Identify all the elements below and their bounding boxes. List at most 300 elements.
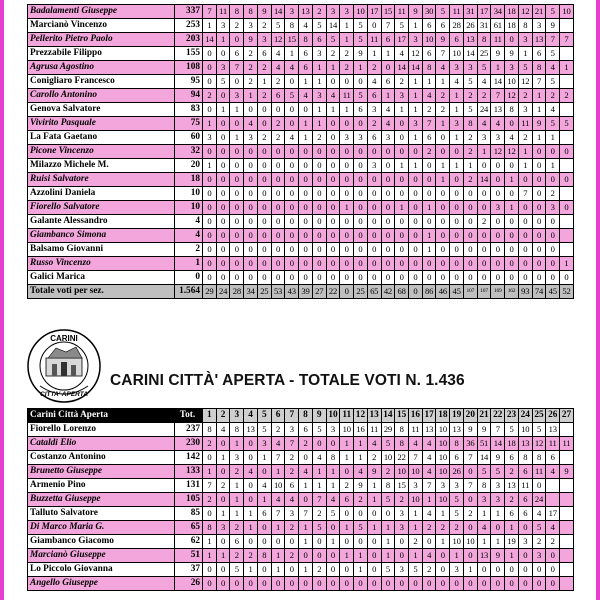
section-votes: 0 (271, 173, 285, 187)
section-votes: 9 (463, 423, 477, 437)
header-section-number: 15 (395, 409, 409, 423)
section-votes: 0 (244, 159, 258, 173)
section-votes: 0 (354, 201, 368, 215)
section-votes: 0 (271, 535, 285, 549)
section-votes: 3 (450, 563, 464, 577)
section-votes: 8 (230, 423, 244, 437)
section-votes (560, 535, 574, 549)
section-votes: 14 (491, 75, 505, 89)
table-row (28, 423, 574, 437)
section-votes: 6 (367, 89, 381, 103)
section-votes: 1 (299, 131, 313, 145)
section-votes: 1 (409, 521, 423, 535)
section-votes: 1 (354, 563, 368, 577)
section-votes: 18 (505, 5, 519, 19)
section-votes: 0 (326, 271, 340, 285)
section-votes: 0 (505, 159, 519, 173)
section-votes: 0 (340, 159, 354, 173)
header-section-number: 25 (532, 409, 546, 423)
section-votes: 7 (203, 479, 217, 493)
table-row (28, 19, 574, 33)
section-votes: 0 (257, 257, 271, 271)
section-votes: 0 (395, 215, 409, 229)
section-votes: 1 (477, 535, 491, 549)
section-votes: 0 (299, 451, 313, 465)
section-votes: 1 (422, 229, 436, 243)
section-votes: 4 (409, 437, 423, 451)
section-votes: 3 (436, 479, 450, 493)
section-votes: 15 (381, 5, 395, 19)
section-votes: 0 (203, 507, 217, 521)
section-votes: 0 (285, 187, 299, 201)
section-votes: 0 (546, 145, 560, 159)
totals-label: Totale voti per sez. (28, 285, 175, 299)
section-votes: 2 (271, 75, 285, 89)
section-votes: 2 (463, 89, 477, 103)
section-votes: 0 (395, 243, 409, 257)
section-votes: 0 (518, 257, 532, 271)
section-votes: 2 (518, 89, 532, 103)
section-votes: 4 (477, 521, 491, 535)
section-votes: 1 (257, 75, 271, 89)
section-votes: 0 (271, 159, 285, 173)
section-votes: 0 (244, 229, 258, 243)
section-votes: 5 (326, 507, 340, 521)
section-votes: 3 (340, 5, 354, 19)
section-votes: 0 (450, 271, 464, 285)
section-votes: 3 (450, 61, 464, 75)
section-votes: 1 (409, 89, 423, 103)
section-votes: 0 (560, 173, 574, 187)
section-votes: 5 (354, 33, 368, 47)
section-votes: 6 (450, 451, 464, 465)
section-votes: 0 (216, 271, 230, 285)
section-votes (560, 159, 574, 173)
section-votes: 0 (532, 577, 546, 591)
section-votes: 5 (285, 89, 299, 103)
section-votes: 2 (244, 47, 258, 61)
section-votes: 5 (546, 75, 560, 89)
table-row (28, 159, 574, 173)
section-votes: 0 (354, 173, 368, 187)
section-votes: 0 (463, 577, 477, 591)
section-votes: 9 (436, 33, 450, 47)
section-votes: 0 (367, 271, 381, 285)
section-votes: 0 (450, 201, 464, 215)
section-votes: 12 (491, 145, 505, 159)
section-total: 22 (326, 285, 340, 299)
section-votes: 7 (271, 451, 285, 465)
section-votes (546, 479, 560, 493)
section-votes: 0 (257, 117, 271, 131)
section-votes: 0 (436, 563, 450, 577)
section-votes: 0 (546, 229, 560, 243)
section-votes: 0 (312, 201, 326, 215)
section-votes: 0 (532, 159, 546, 173)
section-votes: 0 (285, 215, 299, 229)
section-votes: 0 (532, 145, 546, 159)
section-votes: 0 (326, 257, 340, 271)
section-votes: 0 (518, 577, 532, 591)
section-votes: 0 (271, 243, 285, 257)
section-votes: 3 (203, 131, 217, 145)
section-votes: 1 (326, 465, 340, 479)
section-votes: 0 (532, 243, 546, 257)
table-row (28, 257, 574, 271)
section-votes: 2 (463, 173, 477, 187)
section-votes: 3 (326, 5, 340, 19)
section-votes: 3 (230, 451, 244, 465)
header-section-number: 16 (409, 409, 423, 423)
section-votes: 1 (326, 61, 340, 75)
list2-votes-table (27, 408, 574, 591)
section-votes: 8 (477, 479, 491, 493)
section-votes: 8 (532, 451, 546, 465)
section-votes: 0 (491, 229, 505, 243)
section-votes: 0 (271, 103, 285, 117)
section-votes: 1 (354, 451, 368, 465)
section-votes: 0 (271, 201, 285, 215)
section-votes: 0 (436, 187, 450, 201)
section-votes: 0 (216, 159, 230, 173)
section-votes: 0 (354, 159, 368, 173)
section-votes: 8 (450, 437, 464, 451)
section-votes: 0 (230, 75, 244, 89)
section-votes: 0 (230, 173, 244, 187)
section-votes: 0 (381, 215, 395, 229)
section-votes: 0 (244, 479, 258, 493)
section-votes: 1 (216, 451, 230, 465)
section-votes: 5 (546, 117, 560, 131)
header-section-number: 6 (271, 409, 285, 423)
section-votes: 0 (285, 173, 299, 187)
section-votes: 4 (326, 89, 340, 103)
section-votes: 0 (505, 229, 519, 243)
table-row (28, 215, 574, 229)
section-votes: 0 (463, 243, 477, 257)
section-votes: 0 (381, 271, 395, 285)
section-votes: 0 (299, 243, 313, 257)
section-votes (560, 131, 574, 145)
section-votes: 0 (340, 215, 354, 229)
section-votes: 0 (271, 577, 285, 591)
grand-total: 1.564 (175, 285, 203, 299)
section-votes: 0 (326, 549, 340, 563)
section-votes: 2 (463, 145, 477, 159)
section-votes: 0 (285, 271, 299, 285)
section-votes: 17 (367, 5, 381, 19)
section-votes: 8 (381, 479, 395, 493)
candidate-name: Marcianò Vincenzo (28, 19, 175, 33)
section-votes: 9 (532, 117, 546, 131)
table-row (28, 563, 574, 577)
section-votes: 4 (285, 493, 299, 507)
section-votes: 2 (422, 521, 436, 535)
table-row (28, 271, 574, 285)
candidate-total: 4 (175, 229, 203, 243)
section-votes: 1 (354, 549, 368, 563)
section-votes: 1 (257, 493, 271, 507)
section-votes: 6 (381, 75, 395, 89)
section-votes: 1 (367, 521, 381, 535)
section-votes: 1 (436, 159, 450, 173)
section-votes: 0 (491, 577, 505, 591)
section-votes: 0 (244, 257, 258, 271)
section-votes: 0 (477, 229, 491, 243)
section-votes: 0 (257, 215, 271, 229)
section-votes: 1 (422, 75, 436, 89)
section-votes: 0 (203, 201, 217, 215)
header-section-number: 13 (367, 409, 381, 423)
section-votes: 0 (409, 173, 423, 187)
section-votes: 1 (546, 131, 560, 145)
section-votes: 8 (518, 19, 532, 33)
section-votes: 0 (450, 577, 464, 591)
section-votes: 0 (244, 577, 258, 591)
section-votes: 1 (203, 19, 217, 33)
section-votes: 6 (422, 131, 436, 145)
candidate-total: 2 (175, 243, 203, 257)
section-votes: 2 (257, 19, 271, 33)
section-votes: 10 (271, 479, 285, 493)
section-votes: 1 (409, 507, 423, 521)
section-votes: 2 (546, 535, 560, 549)
section-votes: 10 (518, 423, 532, 437)
section-votes: 0 (326, 159, 340, 173)
section-total: 65 (367, 285, 381, 299)
section-votes: 11 (518, 479, 532, 493)
section-votes: 2 (463, 507, 477, 521)
section-votes: 13 (422, 423, 436, 437)
section-votes: 1 (505, 201, 519, 215)
section-votes: 0 (381, 201, 395, 215)
section-votes: 1 (299, 563, 313, 577)
section-votes: 6 (436, 19, 450, 33)
section-votes: 1 (546, 159, 560, 173)
section-votes: 5 (560, 117, 574, 131)
header-section-number: 11 (340, 409, 354, 423)
section-votes: 0 (216, 173, 230, 187)
section-votes: 15 (285, 33, 299, 47)
section-votes: 8 (203, 423, 217, 437)
section-votes: 0 (230, 159, 244, 173)
section-votes: 1 (340, 103, 354, 117)
section-votes: 4 (326, 493, 340, 507)
section-votes: 0 (409, 243, 423, 257)
section-votes: 3 (216, 61, 230, 75)
section-votes: 0 (395, 577, 409, 591)
section-votes: 4 (216, 423, 230, 437)
section-votes: 5 (312, 521, 326, 535)
section-votes: 8 (505, 103, 519, 117)
section-votes: 8 (299, 33, 313, 47)
section-votes: 2 (367, 61, 381, 75)
section-votes: 0 (326, 437, 340, 451)
section-votes: 0 (395, 229, 409, 243)
section-votes: 0 (285, 201, 299, 215)
section-votes: 0 (560, 145, 574, 159)
header-section-number: 17 (422, 409, 436, 423)
section-votes: 6 (230, 535, 244, 549)
section-votes: 1 (340, 521, 354, 535)
section-votes: 2 (271, 423, 285, 437)
section-votes: 0 (367, 507, 381, 521)
section-votes: 17 (477, 5, 491, 19)
section-votes: 3 (491, 493, 505, 507)
section-votes: 51 (477, 437, 491, 451)
section-votes: 0 (216, 229, 230, 243)
candidate-name: Angello Giuseppe (28, 577, 175, 591)
section-total: 45 (450, 285, 464, 299)
section-votes: 6 (340, 493, 354, 507)
section-votes: 0 (244, 215, 258, 229)
section-votes: 0 (299, 493, 313, 507)
candidate-total: 203 (175, 33, 203, 47)
section-votes: 1 (271, 563, 285, 577)
section-votes: 0 (203, 173, 217, 187)
section-votes: 0 (326, 229, 340, 243)
section-votes: 0 (409, 229, 423, 243)
section-votes: 0 (312, 549, 326, 563)
section-votes: 3 (285, 423, 299, 437)
section-votes: 1 (354, 437, 368, 451)
section-votes: 0 (216, 201, 230, 215)
section-votes: 0 (203, 271, 217, 285)
section-votes: 2 (271, 117, 285, 131)
section-votes: 3 (518, 103, 532, 117)
section-votes: 0 (505, 117, 519, 131)
table-row (28, 89, 574, 103)
section-votes: 2 (546, 187, 560, 201)
section-votes: 4 (546, 465, 560, 479)
section-votes: 0 (354, 243, 368, 257)
section-votes: 12 (505, 89, 519, 103)
section-votes: 1 (409, 103, 423, 117)
section-votes: 12 (532, 437, 546, 451)
section-votes: 0 (257, 521, 271, 535)
section-votes: 11 (216, 5, 230, 19)
section-votes: 0 (532, 187, 546, 201)
section-votes: 10 (436, 437, 450, 451)
candidate-name: Giambanco Simona (28, 229, 175, 243)
section-votes: 3 (409, 479, 423, 493)
section-total: 29 (203, 285, 217, 299)
section-votes: 10 (436, 465, 450, 479)
header-section-number: 19 (450, 409, 464, 423)
section-votes: 18 (505, 19, 519, 33)
section-votes: 2 (244, 549, 258, 563)
section-votes: 0 (244, 451, 258, 465)
section-votes: 3 (477, 131, 491, 145)
section-votes: 14 (491, 437, 505, 451)
section-votes: 0 (285, 243, 299, 257)
section-votes: 2 (409, 535, 423, 549)
section-votes: 0 (312, 437, 326, 451)
section-votes: 0 (367, 173, 381, 187)
section-total: 86 (422, 285, 436, 299)
section-votes: 5 (381, 563, 395, 577)
section-votes: 0 (546, 215, 560, 229)
candidate-name: Giambanco Giacomo (28, 535, 175, 549)
section-votes: 0 (216, 47, 230, 61)
section-votes: 3 (257, 437, 271, 451)
section-votes: 3 (518, 33, 532, 47)
section-votes: 11 (532, 465, 546, 479)
section-votes: 5 (326, 33, 340, 47)
section-votes: 2 (505, 465, 519, 479)
section-votes: 1 (409, 549, 423, 563)
section-votes: 2 (422, 145, 436, 159)
section-votes: 0 (367, 257, 381, 271)
section-votes: 0 (381, 61, 395, 75)
section-votes: 4 (450, 75, 464, 89)
section-votes: 5 (491, 465, 505, 479)
section-votes: 1 (450, 549, 464, 563)
section-votes: 3 (395, 521, 409, 535)
section-votes: 0 (216, 257, 230, 271)
section-votes: 22 (395, 451, 409, 465)
section-votes: 0 (505, 33, 519, 47)
section-votes: 0 (532, 271, 546, 285)
section-votes: 14 (409, 61, 423, 75)
section-votes: 4 (546, 61, 560, 75)
section-votes: 8 (285, 19, 299, 33)
section-votes: 6 (381, 33, 395, 47)
section-votes: 17 (395, 33, 409, 47)
section-votes: 9 (354, 479, 368, 493)
section-votes: 0 (257, 243, 271, 257)
section-votes: 13 (532, 33, 546, 47)
section-votes: 3 (491, 201, 505, 215)
header-section-number: 23 (505, 409, 519, 423)
section-votes: 2 (312, 507, 326, 521)
candidate-name: Costanzo Antonino (28, 451, 175, 465)
section-votes: 14 (463, 47, 477, 61)
section-votes: 1 (518, 145, 532, 159)
section-votes: 0 (436, 201, 450, 215)
header-section-number: 18 (436, 409, 450, 423)
section-votes: 0 (367, 145, 381, 159)
section-votes: 0 (491, 159, 505, 173)
header-section-number: 24 (518, 409, 532, 423)
section-votes: 6 (312, 33, 326, 47)
section-votes: 3 (546, 201, 560, 215)
section-votes: 11 (409, 423, 423, 437)
candidate-name: Prezzabile Filippo (28, 47, 175, 61)
table-row (28, 451, 574, 465)
section-votes: 0 (491, 187, 505, 201)
section-votes: 2 (450, 521, 464, 535)
candidate-name: Armenio Pino (28, 479, 175, 493)
section-total: 24 (216, 285, 230, 299)
section-votes: 0 (312, 215, 326, 229)
section-votes: 21 (532, 5, 546, 19)
section-votes: 0 (285, 563, 299, 577)
section-votes: 2 (381, 465, 395, 479)
section-votes: 2 (340, 47, 354, 61)
section-votes: 0 (532, 229, 546, 243)
section-votes: 0 (340, 257, 354, 271)
section-votes: 13 (505, 479, 519, 493)
section-votes: 0 (326, 577, 340, 591)
table-row (28, 103, 574, 117)
header-section-number: 14 (381, 409, 395, 423)
table-row (28, 479, 574, 493)
candidate-total: 18 (175, 173, 203, 187)
section-votes: 1 (409, 75, 423, 89)
section-votes: 6 (450, 33, 464, 47)
section-votes: 8 (463, 117, 477, 131)
